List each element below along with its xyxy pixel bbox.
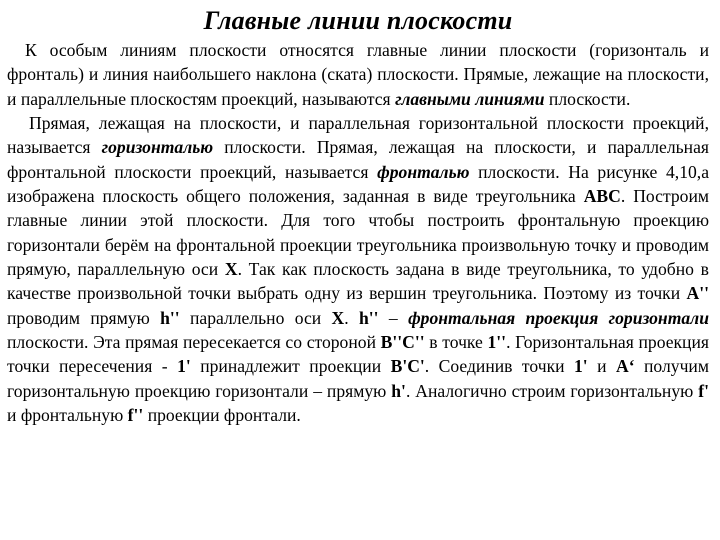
point-label: A'': [686, 283, 709, 304]
paragraph-text: . Построим главные линии этой плоскости. Для того чтобы построить фронтальную проекцию горизонтали берём на фронтальной проекции треугольника произвольную точку и проводим прямую, параллельную оси: [7, 186, 709, 280]
paragraph-text: Прямая, лежащая на плоскости, и параллельная горизонтальной плоскости проекций, называется: [7, 113, 709, 158]
paragraph-text: .: [344, 307, 359, 328]
paragraph-text: плоскости. Прямая, лежащая на плоскости, и параллельная фронтальной плоскости проекций, называется: [7, 137, 709, 182]
paragraph-text: и фронтальную: [7, 405, 128, 426]
paragraph-text: параллельно оси: [179, 307, 332, 328]
point-label: 1': [573, 356, 588, 377]
paragraph-text: плоскости. На рисунке 4,10,а изображена плоскость общего положения, заданная в виде треугольника: [7, 161, 710, 207]
term-main-lines: главными линиями: [395, 88, 545, 109]
point-label: 1'': [487, 332, 507, 353]
paragraph-text: . Соединив точки: [424, 356, 574, 377]
paragraph-text: и: [587, 356, 616, 377]
paragraph-text: проводим прямую: [7, 307, 161, 328]
line-label: h'': [359, 307, 379, 328]
document-page: [7, 0, 709, 540]
paragraph-text: . Так как плоскость задана в виде треугольника, то удобно в качестве произвольной точки выбрать одну из вершин треугольника. Поэтому из точки: [7, 259, 709, 304]
paragraph-text: получим горизонтальную проекцию горизонтали – прямую: [7, 356, 709, 401]
point-label: A‘: [615, 356, 635, 377]
paragraph-text: К особым линиям плоскости относятся главные линии плоскости (горизонталь и фронталь) и линия наибольшего наклона (ската) плоскости. Прямые, лежащие на плоскости, и параллельные плоскостям проекций, называются: [7, 40, 709, 109]
triangle-label: АВС: [583, 186, 621, 207]
paragraph-text: плоскости. Эта прямая пересекается со стороной: [7, 332, 381, 353]
paragraph-text: –: [378, 307, 409, 328]
term-frontal: фронталью: [377, 161, 470, 182]
segment-label: B'C': [390, 356, 425, 377]
paragraph-construction: [7, 111, 709, 427]
paragraph-text: в точке: [424, 332, 488, 353]
paragraph-text: . Горизонтальная проекция точки пересечения -: [7, 332, 709, 377]
point-label: 1': [177, 356, 191, 377]
term-horizontal: горизонталью: [101, 137, 214, 158]
paragraph-text: проекции фронтали.: [143, 405, 301, 426]
axis-label: X: [331, 307, 345, 328]
axis-label: X: [224, 259, 238, 280]
paragraph-definition: [7, 38, 709, 111]
paragraph-text: плоскости.: [544, 88, 631, 109]
line-label: f'': [127, 405, 144, 426]
paragraph-text: принадлежит проекции: [190, 356, 391, 377]
paragraph-text: . Аналогично строим горизонтальную: [405, 380, 699, 401]
term-frontal-projection: фронтальная проекция горизонтали: [408, 307, 709, 328]
line-label: h': [391, 380, 406, 401]
page-title: Главные линии плоскости: [203, 6, 513, 35]
line-label: h'': [160, 307, 180, 328]
segment-label: B''C'': [380, 332, 425, 353]
line-label: f': [698, 380, 709, 401]
